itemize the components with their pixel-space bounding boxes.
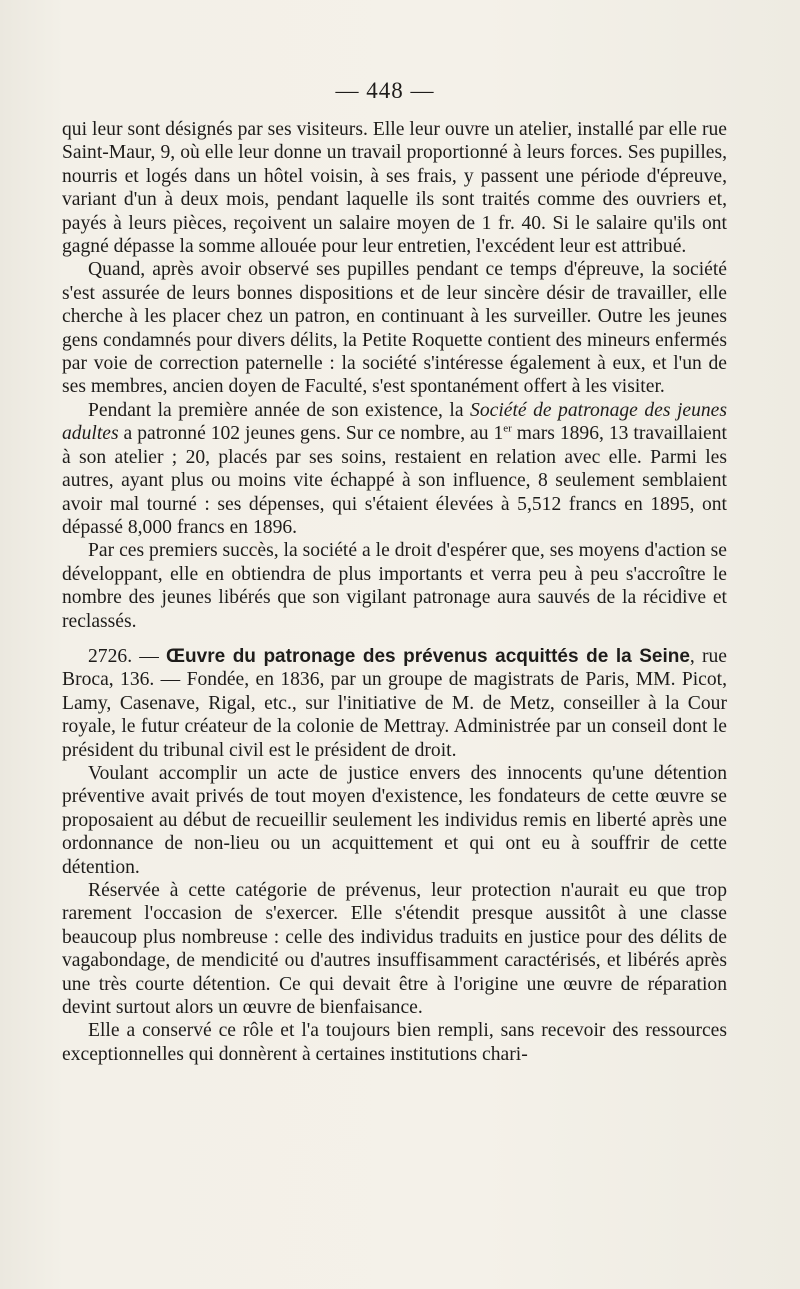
page-number: — 448 —	[335, 78, 435, 103]
entry-title: Œuvre du patronage des prévenus acquittés de la Seine	[166, 645, 690, 667]
paragraph-text: mars 1896, 13 travaillaient à son atelier ; 20, placés par ses soins, restaient en relation avec elle. Parmi les autres, ayant plus ou moins vite échappé à son influence, 8 seulement semblaient avoir mal tourné : ses dépenses, qui s'étaient élevées à 5,512 francs en 1895, ont dépassé 8,000 francs en 1896.	[62, 423, 727, 538]
entry-number: 2726. —	[88, 645, 167, 667]
entry-text: , rue Broca, 136. — Fondée, en 1836, par un groupe de magistrats de Paris, MM. Picot, Lamy, Casenave, Rigal, etc., sur l'initiative de M. de Metz, conseiller à la Cour royale, le futur créateur de la colonie de Mettray. Administrée par un conseil dont le président du tribunal civil est le président de droit.	[62, 645, 727, 761]
paragraph: Réservée à cette catégorie de prévenus, leur protection n'aurait eu que trop rarement l'occasion de s'exercer. Elle s'étendit presque aussitôt à une classe beaucoup plus nombreuse : celle des individus traduits en justice pour des délits de vagabondage, de mendicité ou d'autres insuffisamment caractérisés, et libérés après une très courte détention. Ce qui devait être à l'origine une œuvre de réparation devint surtout alors un œuvre de bienfaisance.	[62, 880, 727, 1019]
paragraph: Par ces premiers succès, la société a le droit d'espérer que, ses moyens d'action se développant, elle en obtiendra de plus importants et verra peu à peu s'accroître le nombre des jeunes libérés que son vigilant patronage aura sauvés de la récidive et reclassés.	[62, 540, 727, 632]
paragraph	[62, 399, 727, 539]
ordinal-superscript: er	[503, 422, 512, 435]
paragraph-continuation: qui leur sont désignés par ses visiteurs. Elle leur ouvre un atelier, installé par elle rue Saint-Maur, 9, où elle leur donne un travail proportionné à leurs forces. Ses pupilles, nourris et logés dans un hôtel voisin, à ses frais, y passent une période d'épreuve, variant d'un à deux mois, pendant laquelle ils sont traités comme des ouvriers et, payés à leurs pièces, reçoivent un salaire moyen de 1 fr. 40. Si le salaire qu'ils ont gagné dépasse la somme allouée pour leur entretien, l'excédent leur est attribué.	[62, 119, 727, 258]
paragraph: Quand, après avoir observé ses pupilles pendant ce temps d'épreuve, la société s'est assurée de leurs bonnes dispositions et de leur sincère désir de travailler, elle cherche à les placer chez un patron, en continuant à les surveiller. Outre les jeunes gens condamnés pour divers délits, la Petite Roquette contient des mineurs enfermés par voie de correction paternelle : la société s'intéresse également à eux, et l'un de ses membres, ancien doyen de Faculté, s'est spontanément offert à les visiter.	[62, 259, 727, 398]
paragraph-text: Pendant la première année de son existence, la	[88, 399, 471, 421]
paragraph: Voulant accomplir un acte de justice envers des innocents qu'une détention préventive avait privés de tout moyen d'existence, les fondateurs de cette œuvre se proposaient au début de recueillir seulement les individus remis en liberté après une ordonnance de non-lieu ou un acquittement et qui ont eu à souffrir de cette détention.	[62, 762, 727, 878]
society-name-italic: Société de patronage des jeunes adultes	[62, 399, 727, 445]
body-text	[62, 118, 727, 1066]
entry-heading-paragraph	[62, 645, 727, 762]
paragraph-text: a patronné 102 jeunes gens. Sur ce nombre, au 1	[118, 423, 504, 445]
paragraph: Elle a conservé ce rôle et l'a toujours bien rempli, sans recevoir des ressources exceptionnelles qui donnèrent à certaines institutions chari-	[62, 1020, 727, 1065]
